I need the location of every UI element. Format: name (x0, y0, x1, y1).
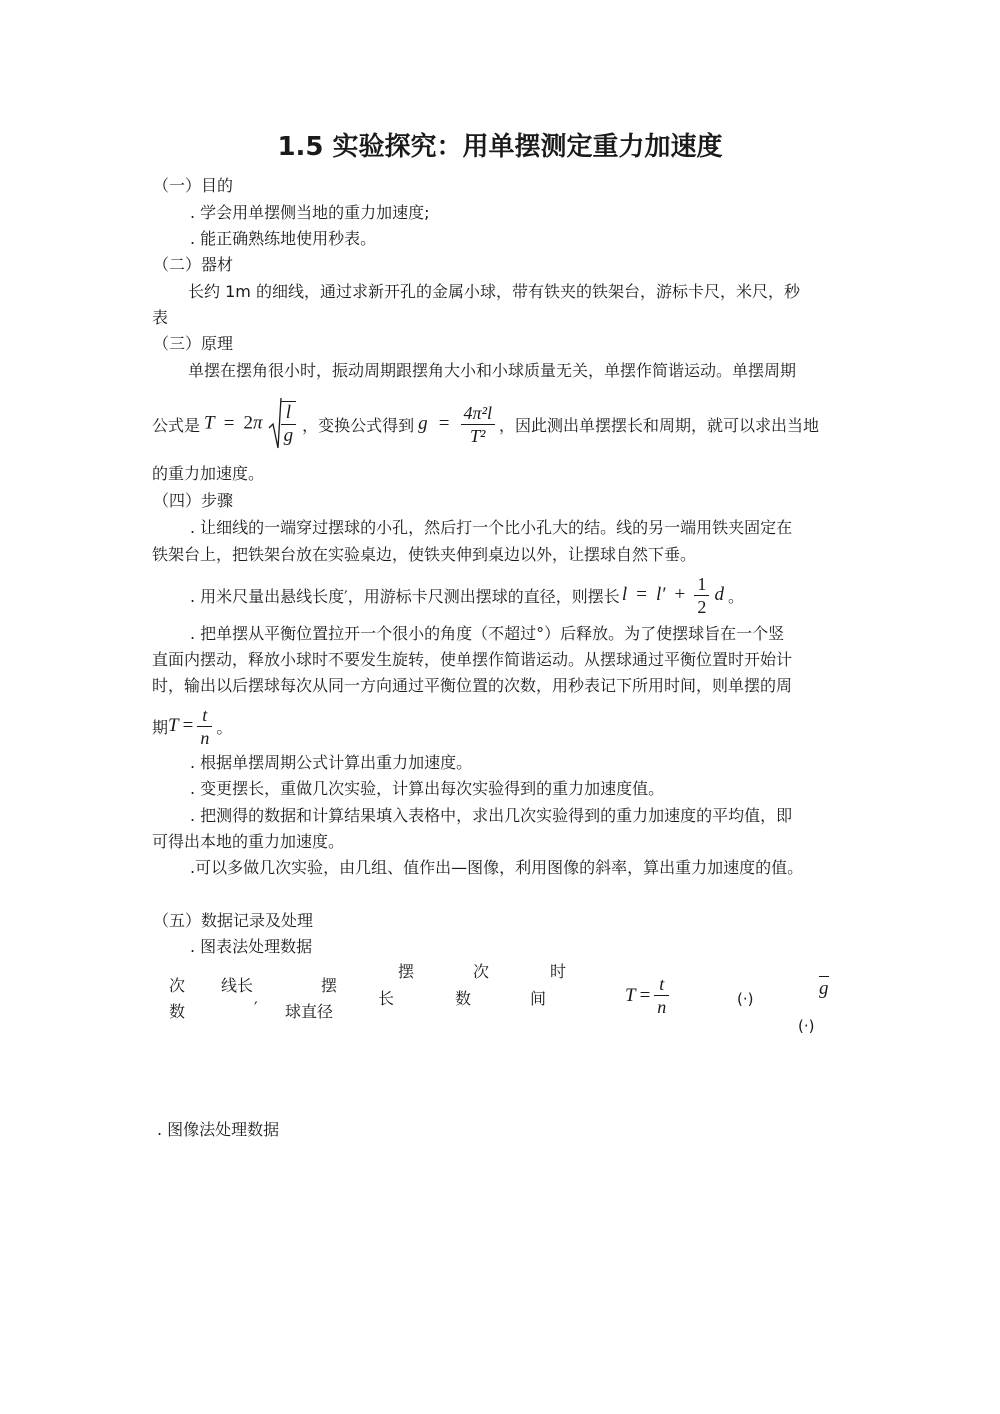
section-data-heading: （五）数据记录及处理 (153, 911, 314, 930)
period-prefix: 期 (152, 717, 169, 737)
col-mean-gravity-symbol: g (819, 978, 829, 999)
step-1-line-1: . 让细线的一端穿过摆球的小孔，然后打一个比小孔大的结。线的另一端用铁夹固定在 (190, 518, 793, 537)
page-title: 1.5 实验探究：用单摆测定重力加速度 (277, 132, 723, 162)
col-ball-diameter-top: 摆 (321, 976, 338, 995)
col-mean-gravity-unit: (·) (798, 1017, 815, 1035)
numerator: t (659, 974, 665, 994)
step-6-line-1: . 把测得的数据和计算结果填入表格中，求出几次实验得到的重力加速度的平均值，即 (190, 806, 793, 825)
period-formula (204, 396, 296, 452)
numerator: 4π²l (463, 402, 492, 423)
formula-mid: ，变换公式得到 (302, 415, 415, 435)
symbol-T: T (625, 984, 636, 1006)
col-time-top: 时 (550, 962, 567, 981)
denominator: T² (461, 424, 495, 447)
col-string-length-top: 线长 (221, 976, 254, 995)
col-trial-top: 次 (169, 976, 186, 995)
col-time-bottom: 间 (530, 989, 547, 1008)
col-trial-bottom: 数 (169, 1002, 186, 1021)
purpose-item-1: . 学会用单摆侧当地的重力加速度; (190, 203, 430, 222)
symbol-d: d (714, 583, 724, 605)
symbol-g: g (281, 424, 297, 447)
denominator: 2 (694, 595, 709, 618)
length-formula (622, 573, 724, 618)
section-principle-heading: （三）原理 (153, 334, 234, 353)
equipment-line-1: 长约 1m 的细线，通过求新开孔的金属小球，带有铁夹的铁架台，游标卡尺，米尺，秒 (188, 282, 800, 301)
step-2-line (190, 568, 744, 622)
col-count-top: 次 (473, 962, 490, 981)
data-subheading-graph: . 图像法处理数据 (157, 1120, 280, 1139)
sqrt-radical (268, 396, 297, 452)
symbol-equals: = (182, 715, 194, 736)
gravity-fraction (461, 402, 495, 447)
step-3-line-1: . 把单摆从平衡位置拉开一个很小的角度（不超过°）后释放。为了使摆球旨在一个竖 (190, 624, 785, 643)
principle-formula-line (152, 394, 819, 454)
symbol-equals: = (639, 984, 651, 1006)
denominator: n (197, 726, 212, 749)
numerator: 1 (697, 573, 707, 594)
symbol-equals: = (223, 412, 235, 434)
step-7: .可以多做几次实验，由几组、值作出—图像，利用图像的斜率，算出重力加速度的值。 (190, 858, 804, 877)
numerator: t (202, 704, 208, 725)
symbol-pi: π (253, 412, 263, 434)
step-2-end: 。 (727, 586, 744, 606)
col-period-fraction (654, 973, 669, 1018)
col-gravity-unit: (·) (737, 990, 754, 1008)
data-subheading-table: . 图表法处理数据 (190, 937, 313, 956)
section-equipment-heading: （二）器材 (153, 255, 234, 274)
symbol-equals: = (438, 412, 450, 434)
formula-prefix: 公式是 (152, 415, 201, 435)
radical-sign-icon (268, 396, 282, 452)
symbol-g: g (418, 412, 428, 434)
denominator: n (654, 995, 669, 1018)
symbol-l-prime: l′ (656, 583, 666, 605)
gravity-formula (418, 402, 495, 447)
col-pendulum-length-top: 摆 (398, 962, 415, 981)
step-4: . 根据单摆周期公式计算出重力加速度。 (190, 753, 473, 772)
step-3-line-2: 直面内摆动，释放小球时不要发生旋转，使单摆作简谐运动。从摆球通过平衡位置时开始计 (152, 650, 793, 669)
section-purpose-heading: （一）目的 (153, 176, 234, 195)
step-5: . 变更摆长，重做几次实验，计算出每次实验得到的重力加速度值。 (190, 779, 665, 798)
step-1-line-2: 铁架台上，把铁架台放在实验桌边，使铁夹伸到桌边以外，让摆球自然下垂。 (152, 545, 697, 564)
col-pendulum-length-bottom: 长 (378, 989, 395, 1008)
section-steps-heading: （四）步骤 (153, 491, 234, 510)
symbol-plus: + (674, 583, 686, 605)
step-3-line-3: 时，输出以后摆球每次从同一方向通过平衡位置的次数，用秒表记下所用时间，则单摆的周 (152, 676, 793, 695)
formula-suffix: ，因此测出单摆摆长和周期，就可以求出当地 (498, 415, 819, 435)
step-3-end: 。 (216, 717, 233, 737)
symbol-T: T (204, 412, 215, 434)
symbol-equals: = (636, 583, 647, 605)
step-3-period-line (152, 700, 232, 752)
principle-line-1: 单摆在摆角很小时，振动周期跟摆角大小和小球质量无关，单摆作简谐运动。单摆周期 (188, 361, 797, 380)
principle-line-3: 的重力加速度。 (152, 464, 265, 483)
equipment-line-2: 表 (152, 308, 169, 327)
col-ball-diameter-bottom: 球直径 (285, 1002, 334, 1021)
symbol-l: l (621, 583, 628, 605)
symbol-l: l (285, 402, 292, 423)
step-2-text: . 用米尺量出悬线长度′，用游标卡尺测出摆球的直径，则摆长 (190, 586, 620, 606)
col-period-formula (625, 973, 669, 1018)
step-6-line-2: 可得出本地的重力加速度。 (152, 832, 345, 851)
col-string-length-bottom: ′ (254, 998, 258, 1017)
symbol-T: T (168, 715, 179, 736)
col-count-bottom: 数 (455, 989, 472, 1008)
symbol-two: 2 (243, 412, 253, 434)
half-fraction (694, 573, 709, 618)
period-fraction (197, 704, 212, 749)
purpose-item-2: . 能正确熟练地使用秒表。 (190, 229, 377, 248)
